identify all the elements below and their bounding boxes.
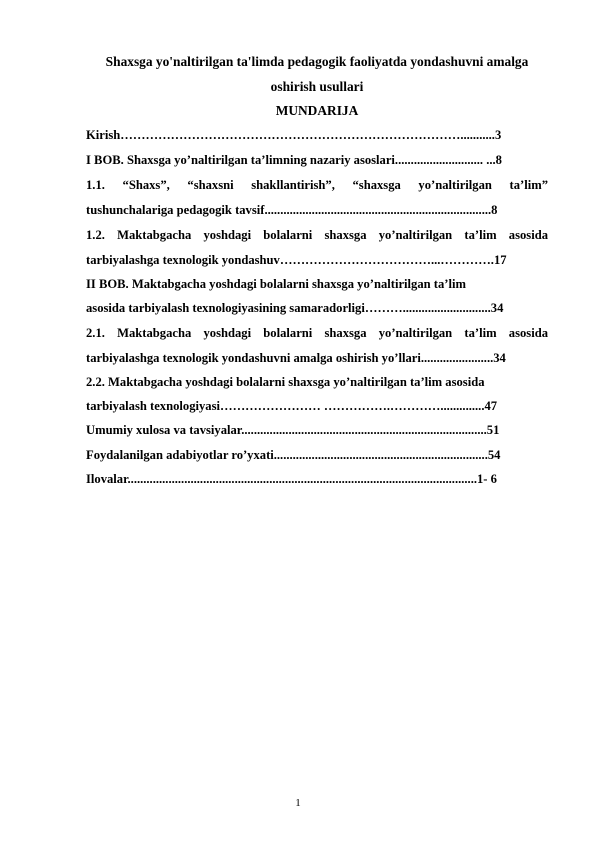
toc-entry-section-1-1-line-2: tushunchalariga pedagogik tavsif........................................................................8 <box>86 203 498 217</box>
toc-entry-appendices: Ilovalar...............................................................................................................1- 6 <box>86 472 497 486</box>
toc-heading: MUNDARIJA <box>275 103 359 118</box>
toc-entry-chapter-2-line-1: II BOB. Maktabgacha yoshdagi bolalarni shaxsga yo’naltirilgan ta’lim <box>86 277 466 291</box>
toc-entry-introduction: Kirish………………………………………………………………………...........3 <box>86 128 502 142</box>
document-title-line-2: oshirish usullari <box>270 79 364 94</box>
toc-entry-section-1-1-line-1: 1.1. “Shaxs”, “shaxsni shakllantirish”, “shaxsga yo’naltirilgan ta’lim” <box>86 178 548 192</box>
toc-entry-conclusion: Umumiy xulosa va tavsiyalar..............................................................................51 <box>86 423 500 437</box>
toc-entry-section-1-2-line-2: tarbiyalashga texnologik yondashuv………………………………...………….17 <box>86 253 507 267</box>
toc-entry-section-2-2-line-1: 2.2. Maktabgacha yoshdagi bolalarni shaxsga yo’naltirilgan ta’lim asosida <box>86 375 485 389</box>
toc-entry-section-2-2-line-2: tarbiyalash texnologiyasi…………………… …………….…………..............47 <box>86 399 498 413</box>
toc-entry-section-1-2-line-1: 1.2. Maktabgacha yoshdagi bolalarni shaxsga yo’naltirilgan ta’lim asosida <box>86 228 548 242</box>
toc-entry-chapter-2-line-2: asosida tarbiyalash texnologiyasining samaradorligi………............................34 <box>86 301 504 315</box>
document-title-line-1: Shaxsga yo'naltirilgan ta'limda pedagogik faoliyatda yondashuvni amalga <box>105 54 529 69</box>
toc-entry-section-2-1-line-2: tarbiyalashga texnologik yondashuvni amalga oshirish yo’llari.......................34 <box>86 351 506 365</box>
page-number: 1 <box>295 797 301 809</box>
toc-entry-references: Foydalanilgan adabiyotlar ro’yxati....................................................................54 <box>86 448 501 462</box>
toc-entry-chapter-1: I BOB. Shaxsga yo’naltirilgan ta’limning nazariy asoslari............................ ...8 <box>86 153 502 167</box>
toc-entry-section-2-1-line-1: 2.1. Maktabgacha yoshdagi bolalarni shaxsga yo’naltirilgan ta’lim asosida <box>86 326 548 340</box>
